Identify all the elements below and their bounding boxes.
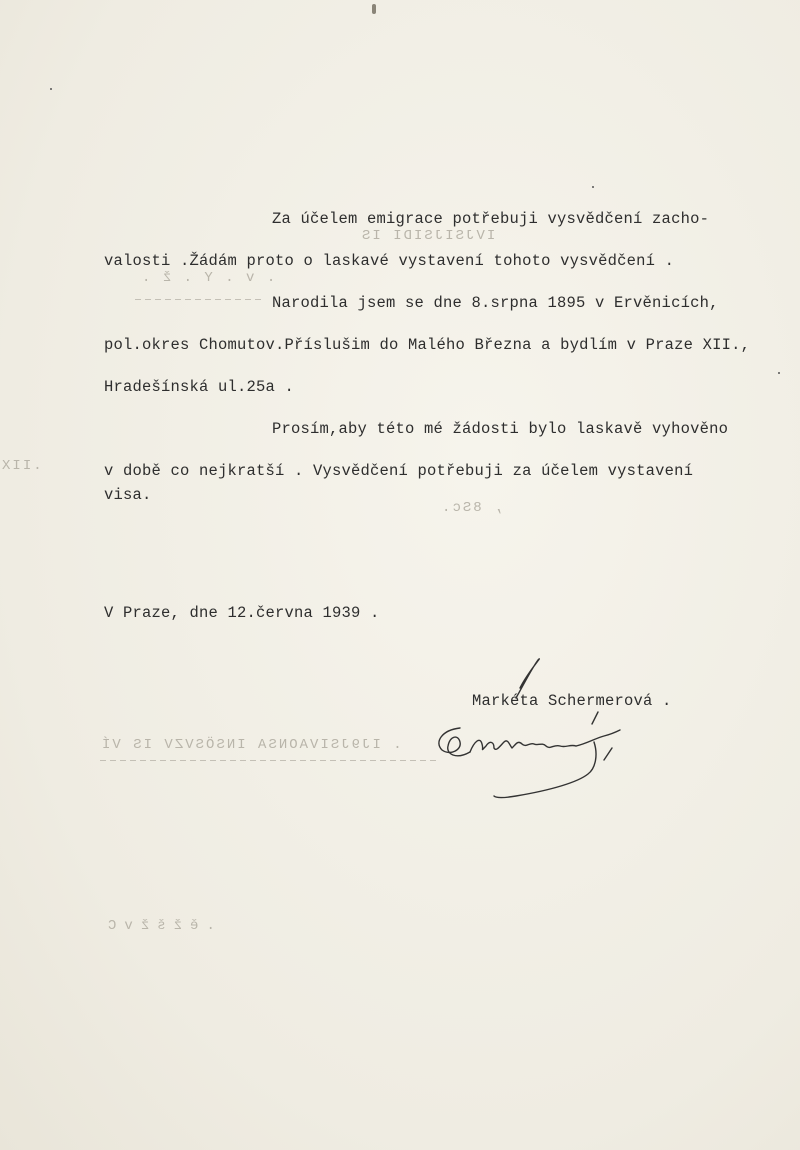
letter-line: v době co nejkratší . Vysvědčení potřebuji za účelem vystavení	[104, 462, 694, 480]
letter-line: pol.okres Chomutov.Příslušim do Malého Března a bydlím v Praze XII.,	[104, 336, 751, 354]
signer-name: Markéta Schermerová .	[472, 692, 672, 710]
ink-speck	[372, 4, 376, 14]
ink-speck	[778, 372, 780, 374]
bleed-through-mark: , 8Sc.	[440, 500, 503, 516]
letter-line: valosti .Žádám proto o laskavé vystavení tohoto vysvědčení .	[104, 252, 675, 270]
letter-line: visa.	[104, 486, 152, 504]
place-and-date: V Praze, dne 12.června 1939 .	[104, 604, 380, 622]
bleed-through-mark: .IIX	[0, 458, 42, 474]
letter-line: Narodila jsem se dne 8.srpna 1895 v Ervěnicích,	[272, 294, 719, 312]
letter-line: Za účelem emigrace potřebuji vysvědčení zacho-	[272, 210, 710, 228]
ink-speck	[50, 88, 52, 90]
handwritten-signature	[420, 650, 640, 810]
bleed-through-mark: .ěžšžvC	[100, 918, 215, 934]
bleed-through-mark: . v . Y . ž .	[140, 270, 276, 286]
bleed-through-mark: . IJ9JSIVAONSA INSÖSVZV IS VÍ	[100, 737, 402, 753]
letter-line: Hradešínská ul.25a .	[104, 378, 295, 396]
bleed-through-dash	[135, 299, 265, 300]
bleed-through-dash	[100, 760, 440, 761]
letter-line: Prosím,aby této mé žádosti bylo laskavě vyhověno	[272, 420, 729, 438]
bleed-through-mark: IVJSIJSIDI IS	[360, 228, 496, 244]
ink-speck	[592, 186, 594, 188]
